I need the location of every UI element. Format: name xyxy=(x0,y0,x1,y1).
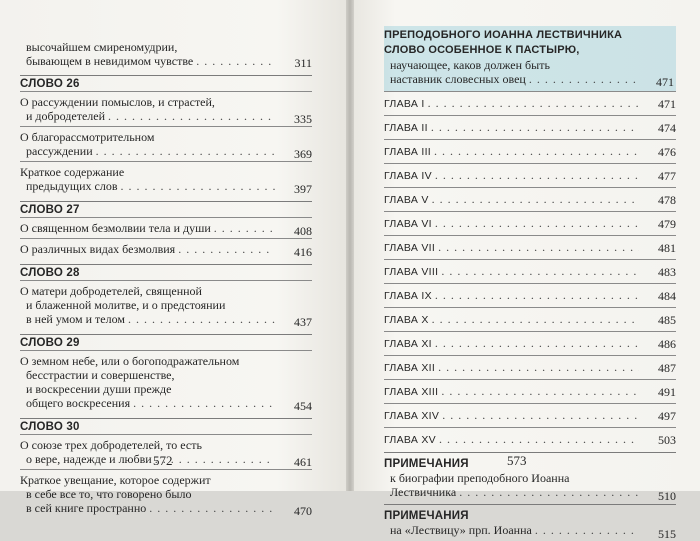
book-gutter xyxy=(346,0,354,491)
leader-dots xyxy=(431,120,639,134)
left-toc xyxy=(20,40,312,518)
work-title-line: СЛОВО ОСОБЕННОЕ К ПАСТЫРЮ, xyxy=(384,44,580,56)
leader-dots xyxy=(434,144,639,158)
toc-entry-text: на «Лествицу» прп. Иоанна xyxy=(390,523,532,537)
chapter-entry xyxy=(384,115,676,139)
left-page xyxy=(0,0,346,518)
toc-continuation xyxy=(384,471,676,503)
chapter-label: ГЛАВА II xyxy=(384,122,428,134)
toc-entry-last-line xyxy=(20,312,278,326)
toc-entry-text: и воскресении души прежде xyxy=(26,382,172,396)
section-title: СЛОВО 29 xyxy=(20,337,80,349)
chapter-entry xyxy=(384,139,676,163)
toc-entry-text: предыдущих слов xyxy=(26,179,118,193)
toc-entry-text: О союзе трех добродетелей, то есть xyxy=(20,438,202,452)
toc-section xyxy=(20,334,312,413)
chapter-entry xyxy=(384,331,676,355)
toc-page-number: 397 xyxy=(294,182,312,196)
chapter-page-number: 491 xyxy=(658,385,676,399)
leader-dots xyxy=(438,360,639,374)
leader-dots xyxy=(535,523,639,537)
toc-continuation xyxy=(20,40,312,70)
leader-dots xyxy=(441,264,639,278)
notes-title: ПРИМЕЧАНИЯ xyxy=(384,458,469,470)
toc-page-number: 369 xyxy=(294,147,312,161)
leader-dots xyxy=(155,452,275,466)
leader-dots xyxy=(435,168,639,182)
leader-dots xyxy=(435,216,639,230)
leader-dots xyxy=(196,54,275,68)
toc-entry-text: в себе все то, что говорено было xyxy=(26,487,192,501)
leader-dots xyxy=(438,240,639,254)
toc-entry-text: Лествичника xyxy=(390,485,457,499)
toc-entry-last-line xyxy=(384,72,640,86)
work-title-line: ПРЕПОДОБНОГО ИОАННА ЛЕСТВИЧНИКА xyxy=(384,29,623,41)
chapter-label: ГЛАВА XV xyxy=(384,434,436,446)
chapter-page-number: 474 xyxy=(658,121,676,135)
chapter-label: ГЛАВА XIII xyxy=(384,386,439,398)
chapter-label: ГЛАВА I xyxy=(384,98,425,110)
toc-page-number: 471 xyxy=(656,75,674,89)
chapter-page-number: 503 xyxy=(658,433,676,447)
leader-dots xyxy=(435,336,639,350)
chapter-label: ГЛАВА X xyxy=(384,314,429,326)
toc-entry-last-line xyxy=(384,485,642,499)
leader-dots xyxy=(178,242,275,256)
chapter-entry xyxy=(384,259,676,283)
toc-entry-last-line xyxy=(20,54,278,68)
toc-entry-last-line xyxy=(384,523,642,537)
chapter-label: ГЛАВА XI xyxy=(384,338,432,350)
chapter-entry xyxy=(384,355,676,379)
chapter-label: ГЛАВА XIV xyxy=(384,410,440,422)
chapter-label: ГЛАВА VI xyxy=(384,218,432,230)
chapter-entry xyxy=(384,187,676,211)
toc-entry-text: высочайшем смиреномудрии, xyxy=(26,40,178,54)
notes-title: ПРИМЕЧАНИЯ xyxy=(384,510,469,522)
leader-dots xyxy=(529,72,637,86)
toc-page-number: 454 xyxy=(294,399,312,413)
leader-dots xyxy=(432,192,639,206)
notes-section xyxy=(384,452,676,503)
chapter-page-number: 487 xyxy=(658,361,676,375)
leader-dots xyxy=(432,312,639,326)
toc-entry xyxy=(20,238,312,259)
title-block xyxy=(384,26,676,91)
chapter-label: ГЛАВА III xyxy=(384,146,432,158)
leader-dots xyxy=(428,96,639,110)
chapter-page-number: 483 xyxy=(658,265,676,279)
toc-entry-last-line xyxy=(20,221,278,235)
toc-section xyxy=(20,201,312,259)
toc-entry-last-line xyxy=(20,109,278,123)
chapter-page-number: 484 xyxy=(658,289,676,303)
toc-entry xyxy=(20,217,312,238)
toc-entry-text: О благорассмотрительном xyxy=(20,130,155,144)
toc-page-number: 408 xyxy=(294,224,312,238)
chapter-page-number: 476 xyxy=(658,145,676,159)
leader-dots xyxy=(128,312,275,326)
toc-page-number: 437 xyxy=(294,315,312,329)
chapter-page-number: 481 xyxy=(658,241,676,255)
chapter-page-number: 485 xyxy=(658,313,676,327)
leader-dots xyxy=(149,501,275,515)
toc-entry-text: бывающем в невидимом чувстве xyxy=(26,54,194,68)
chapter-entry xyxy=(384,427,676,451)
chapter-entry xyxy=(384,283,676,307)
toc-entry-text: к биографии преподобного Иоанна xyxy=(390,471,570,485)
leader-dots xyxy=(442,408,639,422)
toc-entry-last-line xyxy=(20,179,278,193)
chapter-page-number: 486 xyxy=(658,337,676,351)
chapter-page-number: 497 xyxy=(658,409,676,423)
chapter-page-number: 479 xyxy=(658,217,676,231)
toc-entry-text: О матери добродетелей, священной xyxy=(20,284,202,298)
toc-page-number: 416 xyxy=(294,245,312,259)
section-title: СЛОВО 30 xyxy=(20,421,80,433)
toc-entry xyxy=(20,126,312,161)
toc-entry-text: Краткое увещание, которое содержит xyxy=(20,473,211,487)
chapter-label: ГЛАВА VII xyxy=(384,242,436,254)
toc-entry-text: и добродетелей xyxy=(26,109,106,123)
chapter-label: ГЛАВА V xyxy=(384,194,429,206)
toc-entry xyxy=(20,91,312,126)
toc-entry-text: Краткое содержание xyxy=(20,165,125,179)
right-page xyxy=(354,0,700,541)
toc-entry-text: общего воскресения xyxy=(26,396,131,410)
toc-entry-text: в сей книге пространно xyxy=(26,501,147,515)
chapter-entry xyxy=(384,91,676,115)
toc-entry-text: О различных видах безмолвия xyxy=(20,242,176,256)
toc-entry-last-line xyxy=(20,242,278,256)
section-title: СЛОВО 28 xyxy=(20,267,80,279)
toc-entry-last-line xyxy=(20,452,278,466)
left-page-number: 572 xyxy=(153,453,173,468)
toc-entry-text: О рассуждении помыслов, и страстей, xyxy=(20,95,215,109)
toc-page-number: 311 xyxy=(294,56,312,70)
chapter-label: ГЛАВА XII xyxy=(384,362,436,374)
leader-dots xyxy=(121,179,275,193)
chapter-label: ГЛАВА IX xyxy=(384,290,432,302)
toc-page-number: 461 xyxy=(294,455,312,469)
toc-entry-text: О священном безмолвии тела и души xyxy=(20,221,211,235)
toc-entry-text: в ней умом и телом xyxy=(26,312,125,326)
toc-entry-text: рассуждении xyxy=(26,144,93,158)
chapter-page-number: 471 xyxy=(658,97,676,111)
toc-entry xyxy=(20,469,312,518)
leader-dots xyxy=(214,221,275,235)
toc-page-number: 470 xyxy=(294,504,312,518)
toc-entry-last-line xyxy=(20,144,278,158)
toc-entry xyxy=(20,350,312,413)
toc-section xyxy=(20,264,312,329)
toc-entry-text: о вере, надежде и любви xyxy=(26,452,152,466)
chapter-label: ГЛАВА VIII xyxy=(384,266,439,278)
toc-page-number: 510 xyxy=(658,489,676,503)
chapter-entry xyxy=(384,403,676,427)
chapter-page-number: 477 xyxy=(658,169,676,183)
toc-section xyxy=(20,75,312,196)
leader-dots xyxy=(108,109,275,123)
toc-page-number: 335 xyxy=(294,112,312,126)
chapter-entry xyxy=(384,307,676,331)
toc-entry-text: бесстрастии и совершенстве, xyxy=(26,368,175,382)
leader-dots xyxy=(439,432,639,446)
toc-entry xyxy=(20,280,312,329)
right-toc xyxy=(384,26,676,541)
leader-dots xyxy=(459,485,639,499)
leader-dots xyxy=(435,288,639,302)
toc-page-number: 515 xyxy=(658,527,676,541)
chapter-entry xyxy=(384,163,676,187)
notes-section xyxy=(384,504,676,541)
chapter-page-number: 478 xyxy=(658,193,676,207)
toc-continuation xyxy=(384,523,676,541)
section-title: СЛОВО 27 xyxy=(20,204,80,216)
section-title: СЛОВО 26 xyxy=(20,78,80,90)
leader-dots xyxy=(133,396,275,410)
toc-entry-text: наставник словесных овец xyxy=(390,72,526,86)
leader-dots xyxy=(96,144,275,158)
right-page-number: 573 xyxy=(507,453,527,468)
toc-entry-text: и блаженной молитве, и о предстоянии xyxy=(26,298,226,312)
toc-entry-text: О земном небе, или о богоподражательном xyxy=(20,354,240,368)
toc-continuation xyxy=(384,58,674,89)
chapter-label: ГЛАВА IV xyxy=(384,170,432,182)
chapter-entry xyxy=(384,379,676,403)
toc-entry-last-line xyxy=(20,396,278,410)
chapter-entry xyxy=(384,235,676,259)
leader-dots xyxy=(441,384,639,398)
toc-entry xyxy=(20,161,312,196)
chapter-entry xyxy=(384,211,676,235)
toc-entry-text: научающее, каков должен быть xyxy=(390,58,550,72)
toc-entry-last-line xyxy=(20,501,278,515)
